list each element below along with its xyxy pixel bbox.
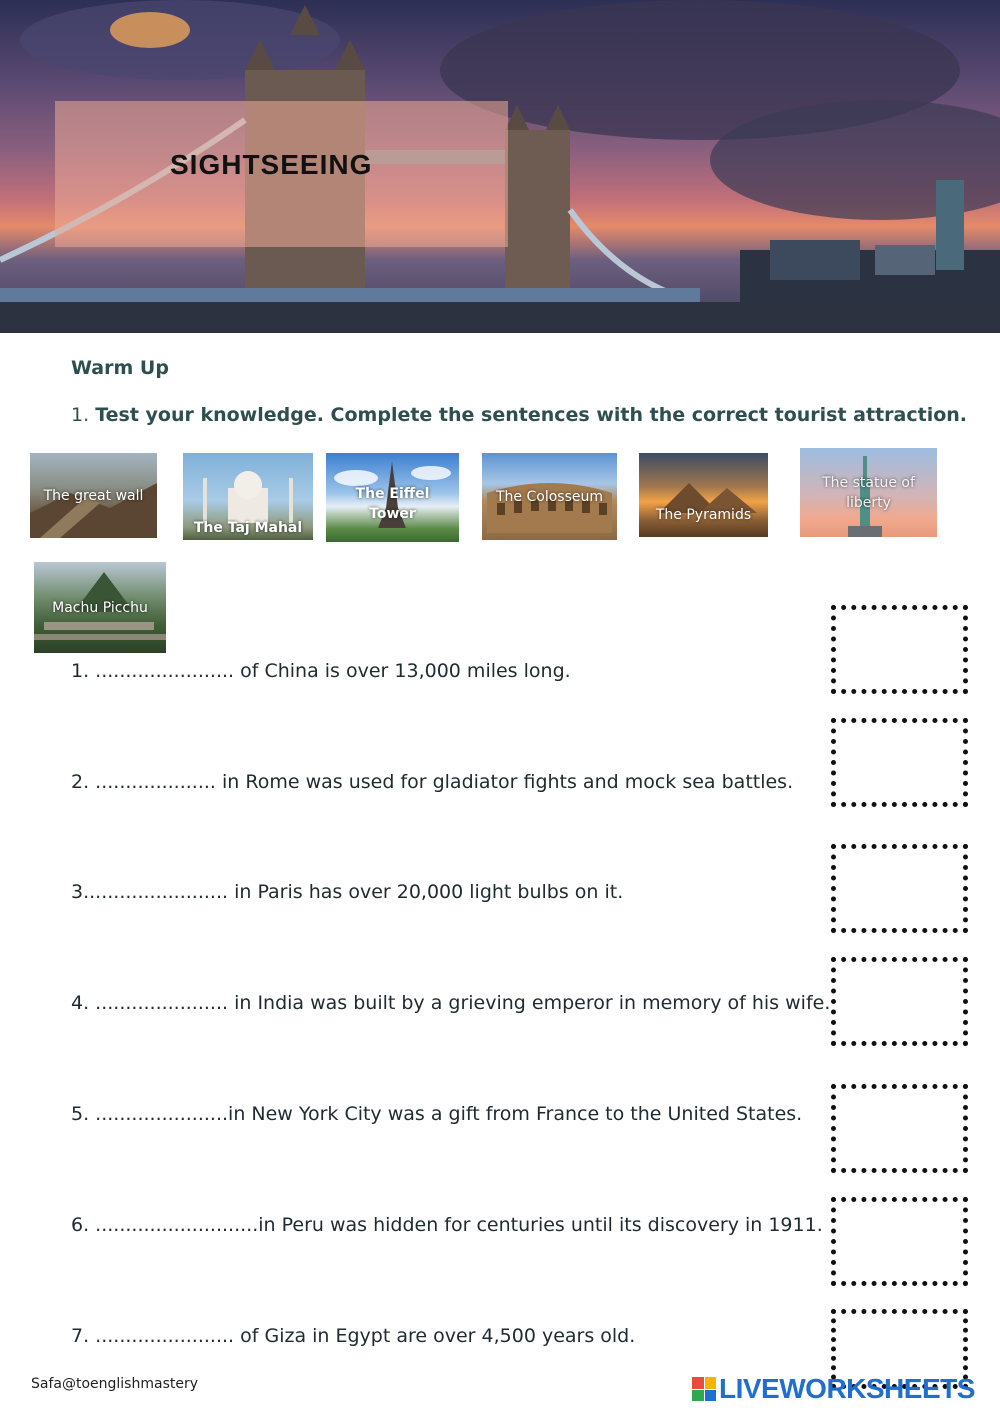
author-credit: Safa@toenglishmastery [31,1376,199,1392]
answer-drop-box-5[interactable] [831,1084,968,1173]
answer-drop-box-6[interactable] [831,1197,968,1286]
tile-taj-mahal[interactable] [183,453,313,540]
tile-label-pyramids: The Pyramids [655,507,752,523]
answer-drop-box-3[interactable] [831,844,968,933]
instruction-number: 1. [71,404,90,426]
answer-drop-box-2[interactable] [831,718,968,807]
sentence-3: 3........................ in Paris has over 20,000 light bulbs on it. [71,881,624,903]
instruction-text: Test your knowledge. Complete the sentences with the correct tourist attraction. [95,404,968,426]
section-heading: Warm Up [71,357,169,379]
page-title: SIGHTSEEING [170,149,373,180]
tile-label-great-wall: The great wall [43,487,144,504]
tile-label-colosseum: The Colosseum [496,488,603,505]
sentence-7: 7. ....................... of Giza in Egypt are over 4,500 years old. [71,1325,636,1347]
answer-drop-box-1[interactable] [831,605,968,694]
tile-great-wall[interactable] [30,453,157,538]
instruction [71,404,971,426]
brand-name: LIVEWORKSHEETS [719,1373,975,1404]
tile-label-taj-mahal: The Taj Mahal [193,520,303,536]
tile-label-statue-of-liberty: The statue of liberty [822,474,915,511]
tile-statue-of-liberty[interactable] [800,448,937,537]
liveworksheets-logo-icon [692,1377,716,1401]
sentence-5: 5. ......................in New York City was a gift from France to the United States. [71,1103,803,1125]
tile-colosseum[interactable] [482,453,617,540]
tile-label-machu-picchu: Machu Picchu [52,599,148,616]
answer-drop-box-4[interactable] [831,957,968,1046]
tile-label-eiffel-tower: The Eiffel Tower [355,486,430,522]
tile-eiffel-tower[interactable] [326,453,459,542]
tile-machu-picchu[interactable] [34,562,166,653]
sentence-1: 1. ....................... of China is over 13,000 miles long. [71,660,571,682]
tile-pyramids[interactable] [639,453,768,537]
liveworksheets-brand[interactable] [692,1372,975,1406]
sentence-2: 2. .................... in Rome was used for gladiator fights and mock sea battles. [71,771,794,793]
sentence-6: 6. ...........................in Peru was hidden for centuries until its discovery in 1911. [71,1214,823,1236]
sentence-4: 4. ...................... in India was built by a grieving emperor in memory of his wife. [71,992,831,1014]
